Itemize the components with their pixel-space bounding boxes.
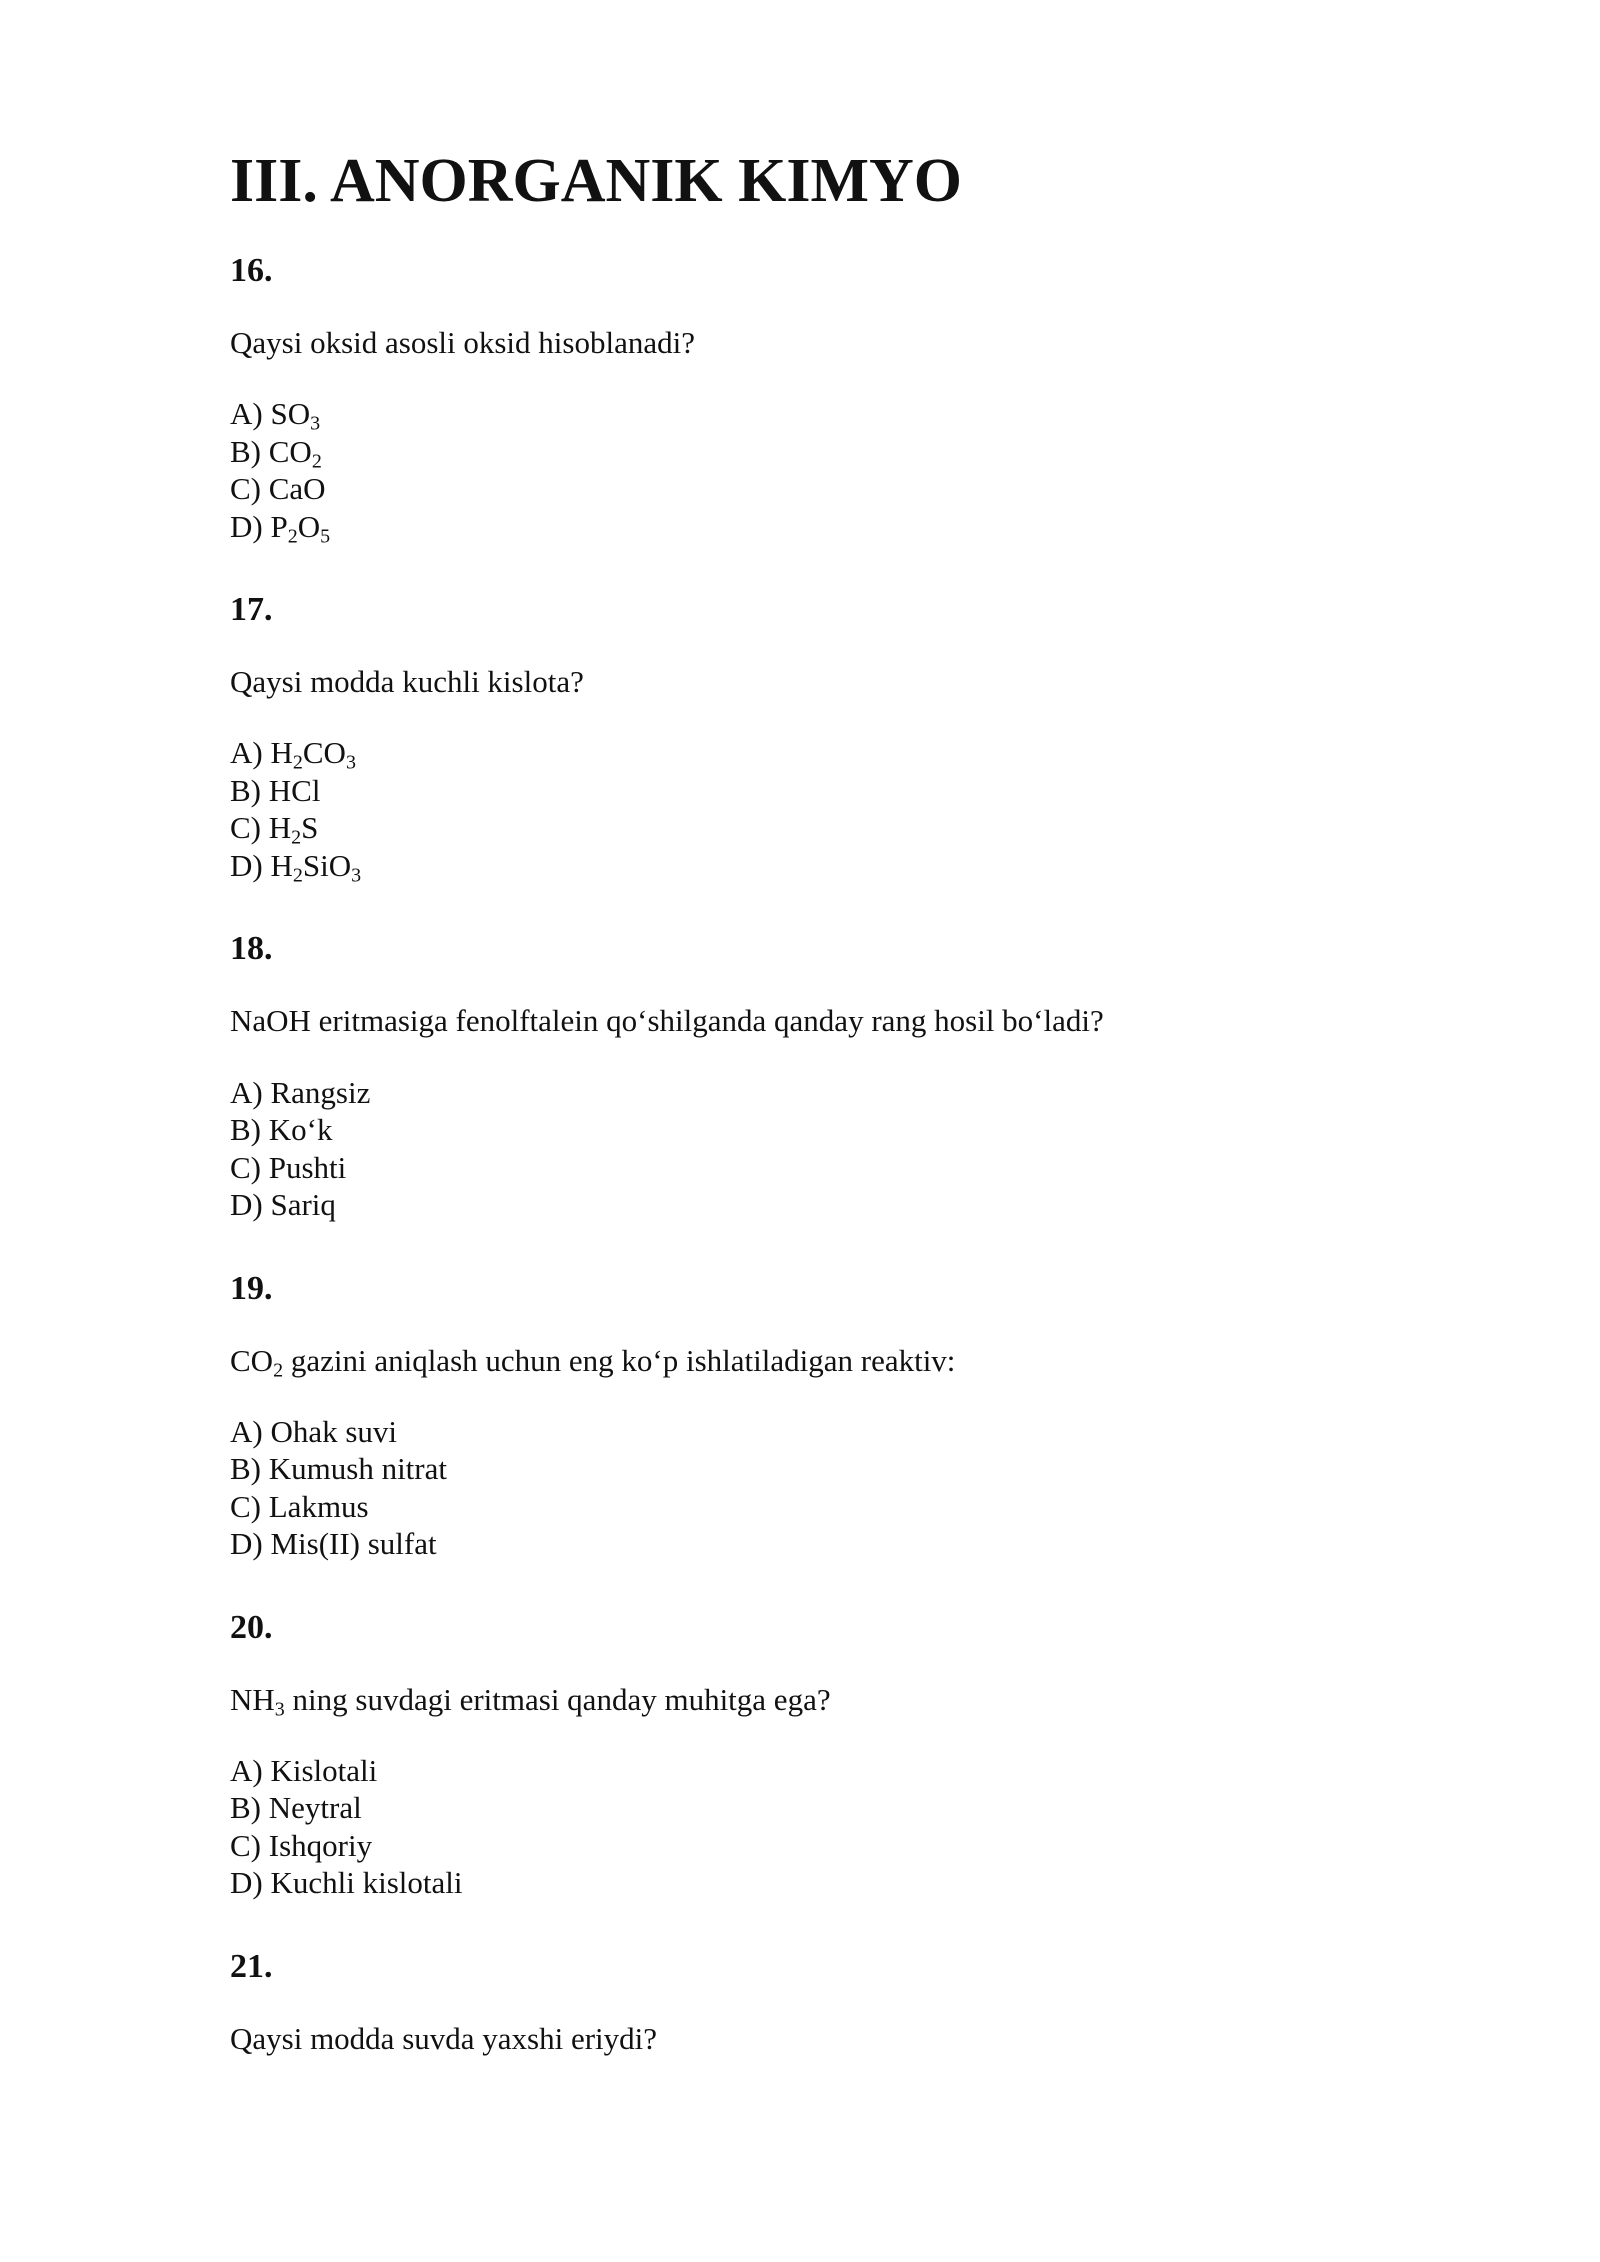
text-run: CO [230, 1342, 274, 1378]
answer-options [230, 1074, 1430, 1224]
question-block [230, 252, 1430, 548]
question-text [230, 1681, 1430, 1721]
text-run: ning suvdagi eritmasi qanday muhitga ega? [284, 1681, 831, 1717]
text-run: NaOH eritmasiga fenolftalein qo‘shilganda qanday rang hosil bo‘ladi? [230, 1003, 1104, 1039]
subscript: 2 [287, 525, 298, 548]
text-run: C) CaO [230, 471, 326, 507]
text-run: C) H [230, 810, 292, 846]
subscript: 3 [274, 1698, 285, 1721]
text-run: B) Kumush nitrat [230, 1451, 447, 1487]
text-run: D) Sariq [230, 1187, 336, 1223]
text-run: Qaysi modda suvda yaxshi eriydi? [230, 2020, 658, 2056]
answer-option [230, 1149, 1430, 1187]
subscript: 2 [292, 864, 303, 887]
question-number: 17. [230, 591, 273, 629]
question-text [230, 324, 1430, 361]
question-number: 16. [230, 252, 273, 289]
answer-option [230, 1488, 1430, 1526]
answer-options [230, 395, 1430, 548]
answer-option [230, 433, 1430, 471]
text-run: A) H [230, 735, 293, 771]
text-run: gazini aniqlash uchun eng ko‘p ishlatiladigan reaktiv: [283, 1342, 956, 1378]
answer-option [230, 809, 1430, 847]
question-text [230, 1342, 1430, 1382]
answer-options [230, 1752, 1430, 1902]
answer-option [230, 1450, 1430, 1488]
question-text [230, 1002, 1430, 1039]
answer-option [230, 470, 1430, 508]
answer-option [230, 772, 1430, 810]
answer-option [230, 1864, 1430, 1902]
text-run: Qaysi oksid asosli oksid hisoblanadi? [230, 325, 695, 360]
subscript: 2 [311, 450, 322, 473]
text-run: B) CO [230, 433, 312, 469]
answer-option [230, 1525, 1430, 1563]
text-run: D) Kuchli kislotali [230, 1865, 463, 1901]
subscript: 3 [351, 864, 362, 887]
answer-option [230, 395, 1430, 433]
subscript: 2 [291, 826, 302, 849]
text-run: D) H [230, 847, 293, 883]
question-number: 18. [230, 930, 273, 968]
text-run: Qaysi modda kuchli kislota? [230, 664, 584, 700]
answer-options [230, 1413, 1430, 1563]
text-run: A) SO [230, 396, 311, 432]
answer-option [230, 1111, 1430, 1149]
answer-option [230, 1186, 1430, 1224]
answer-option [230, 508, 1430, 546]
question-block [230, 932, 1430, 1223]
section-title: III. ANORGANIK KIMYO [230, 147, 963, 215]
question-block [230, 1269, 1430, 1563]
question-block [230, 1947, 1430, 2057]
text-run: A) Rangsiz [230, 1074, 371, 1110]
answer-option [230, 1074, 1430, 1112]
text-run: CO [302, 735, 346, 771]
subscript: 2 [273, 1359, 284, 1382]
text-run: SiO [302, 847, 352, 883]
answer-option [230, 1413, 1430, 1451]
question-block [230, 591, 1430, 887]
text-run: NH [230, 1681, 275, 1717]
text-run: C) Lakmus [230, 1488, 369, 1524]
answer-option [230, 1752, 1430, 1790]
text-run: C) Ishqoriy [230, 1827, 373, 1863]
document-page [230, 147, 1430, 2057]
question-text [230, 2020, 1430, 2057]
subscript: 3 [345, 751, 356, 774]
text-run: S [301, 810, 319, 846]
text-run: B) HCl [230, 772, 321, 808]
question-number: 21. [230, 1947, 273, 1985]
text-run: D) P [230, 508, 288, 544]
subscript: 3 [310, 412, 321, 435]
answer-option [230, 1789, 1430, 1827]
question-number: 20. [230, 1608, 273, 1646]
answer-option [230, 847, 1430, 885]
answer-option [230, 1827, 1430, 1865]
question-number: 19. [230, 1269, 273, 1307]
question-list [230, 254, 1430, 2057]
question-block [230, 1608, 1430, 1902]
subscript: 2 [292, 751, 303, 774]
text-run: O [297, 508, 321, 544]
text-run: D) Mis(II) sulfat [230, 1526, 437, 1562]
answer-options [230, 734, 1430, 887]
text-run: B) Ko‘k [230, 1112, 333, 1148]
text-run: A) Kislotali [230, 1752, 378, 1788]
subscript: 5 [320, 525, 331, 548]
text-run: C) Pushti [230, 1149, 347, 1185]
text-run: A) Ohak suvi [230, 1413, 398, 1449]
text-run: B) Neytral [230, 1790, 362, 1826]
answer-option [230, 734, 1430, 772]
question-text [230, 663, 1430, 700]
